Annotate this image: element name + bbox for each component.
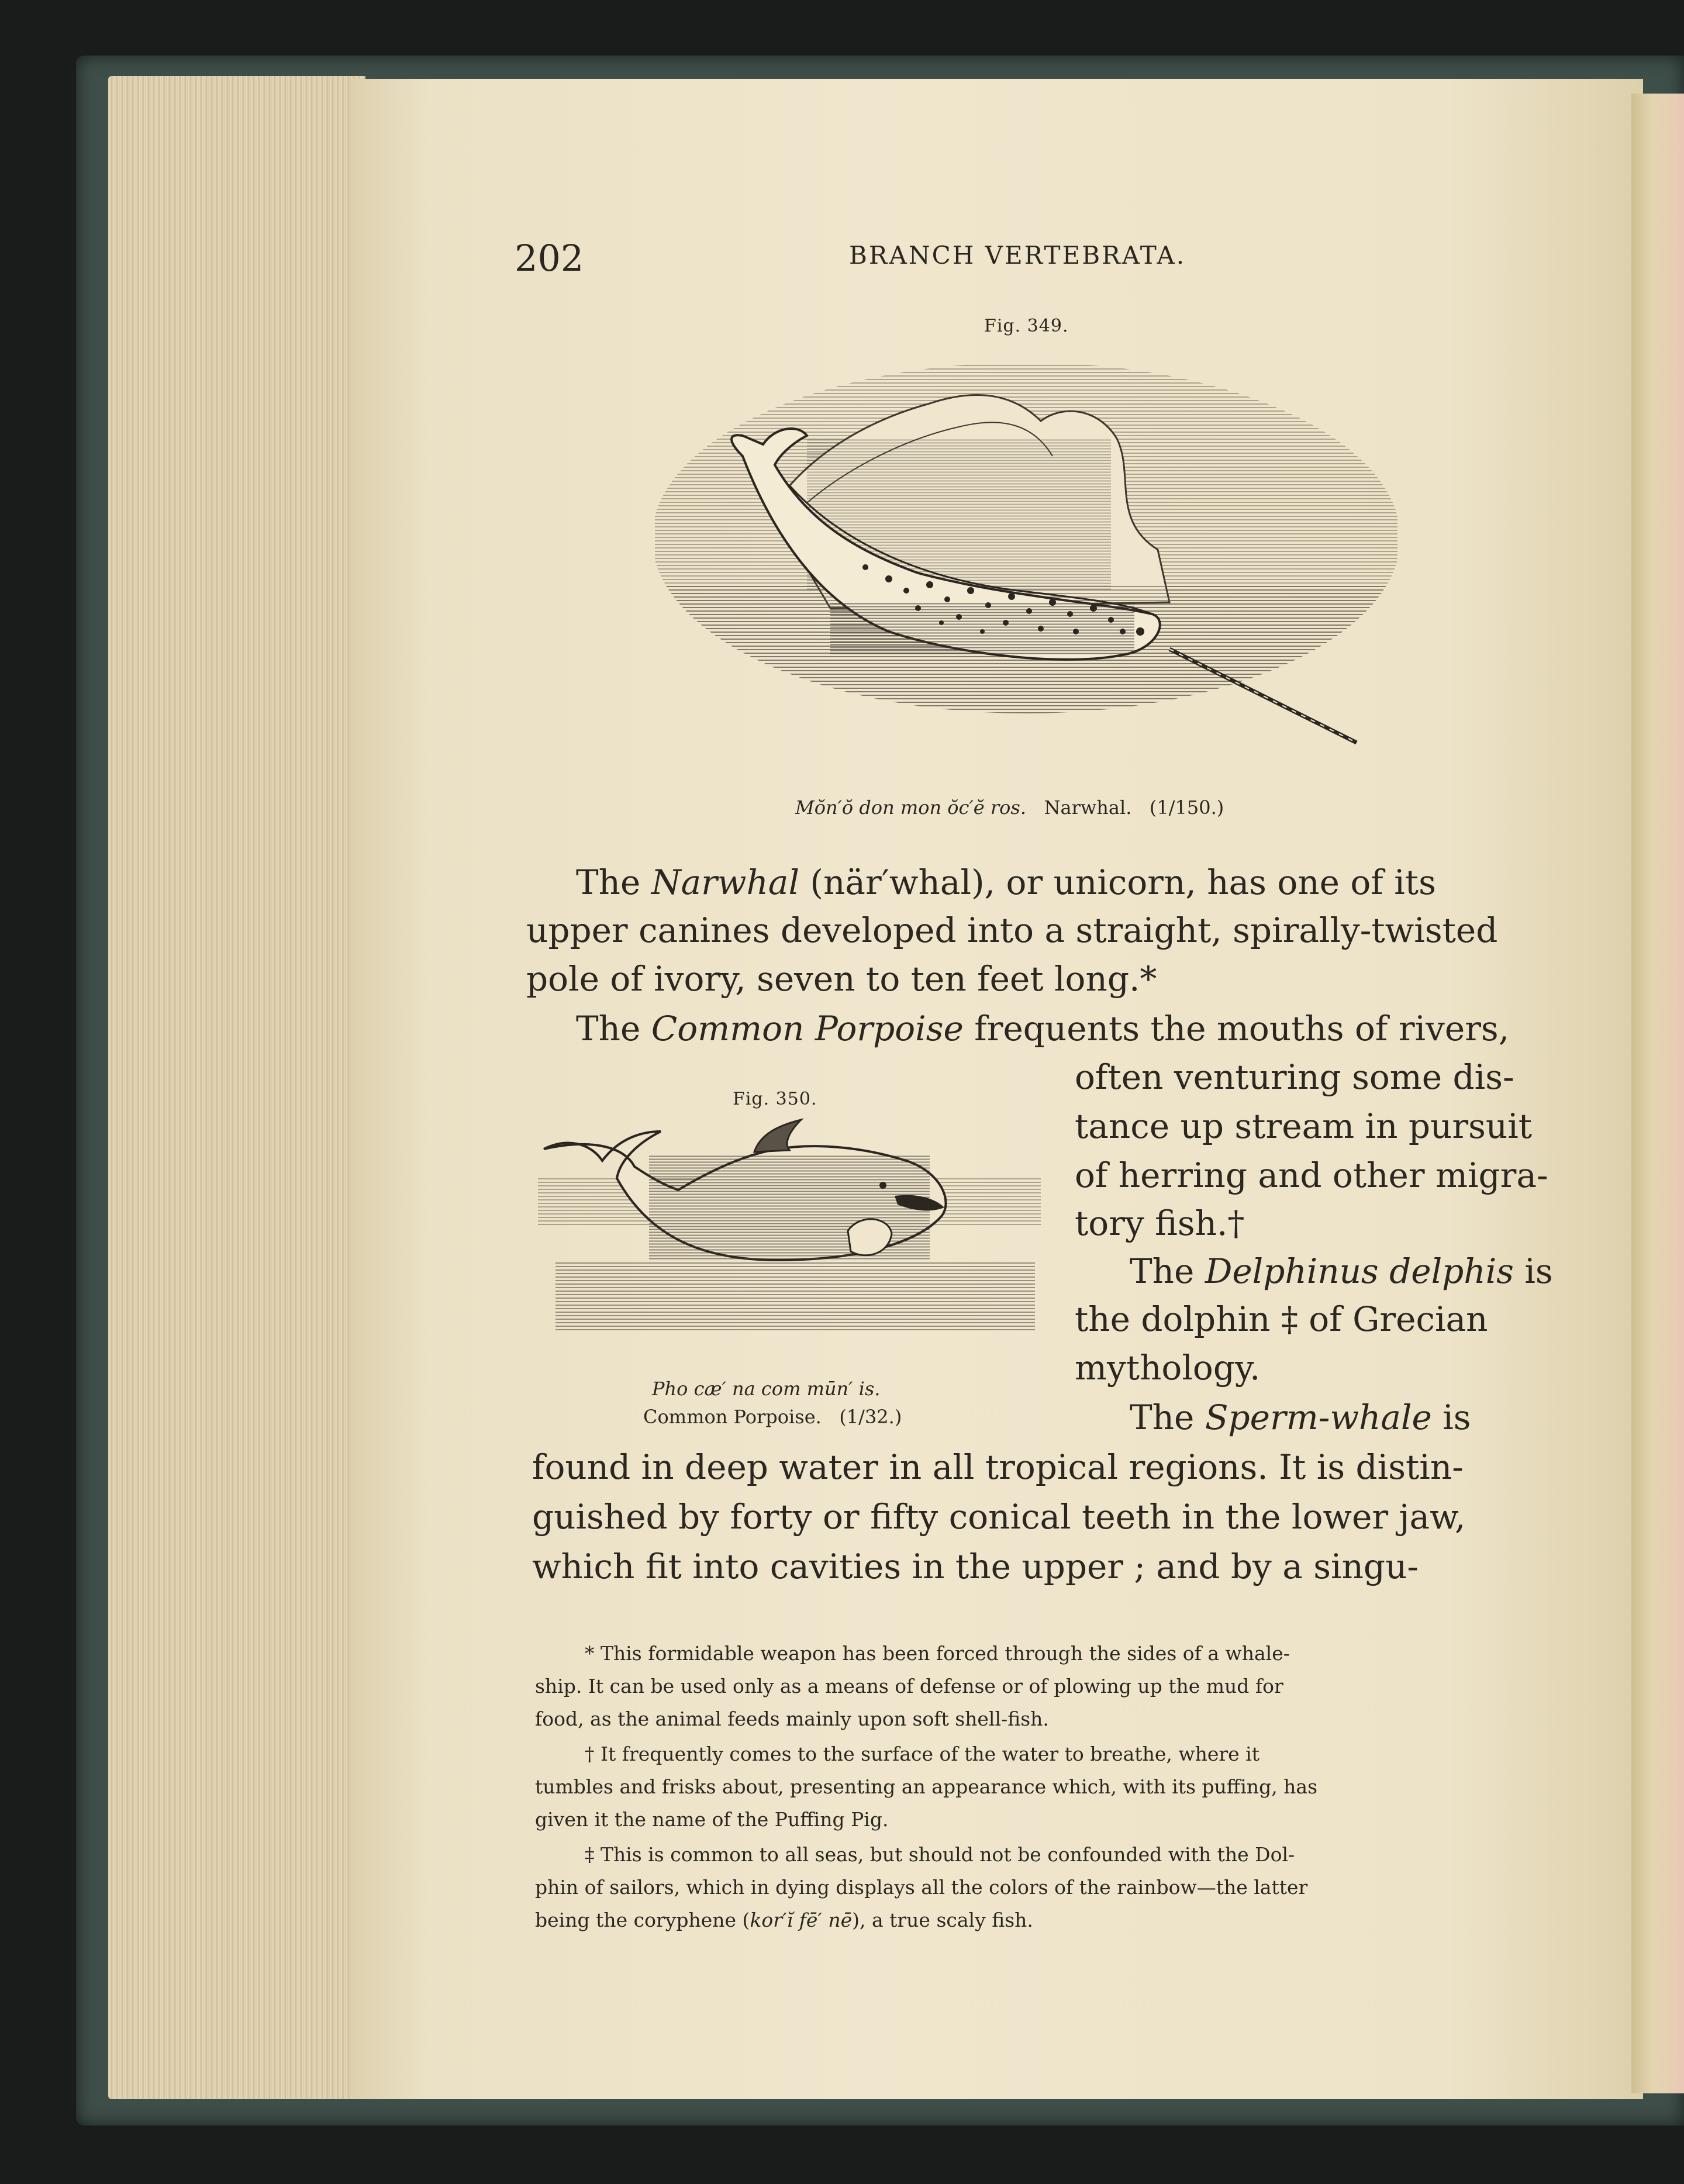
running-head: BRANCH VERTEBRATA. xyxy=(849,241,1186,270)
body-line-6: tance up stream in pursuit xyxy=(1075,1106,1533,1146)
fig-350-caption-latin: Pho cæ′ na com mūn′ is. xyxy=(652,1378,881,1400)
term-sperm-whale: Sperm-whale xyxy=(1205,1398,1432,1437)
body-line-14: guished by forty or fifty conical teeth in the lower jaw, xyxy=(532,1497,1466,1537)
facing-page-edge xyxy=(1631,94,1684,2093)
body-line-7: of herring and other migra- xyxy=(1075,1155,1548,1195)
text-run: ), a true scaly fish. xyxy=(852,1909,1033,1931)
text-run: is xyxy=(1431,1398,1471,1437)
footnote-2-line-2: tumbles and frisks about, presenting an appearance which, with its puffing, has xyxy=(535,1775,1318,1798)
body-line-15: which fit into cavities in the upper ; and by a singu- xyxy=(532,1547,1419,1586)
fig-349-label: Fig. 349. xyxy=(984,316,1069,336)
footnote-3-line-2: phin of sailors, which in dying displays all the colors of the rainbow—the latter xyxy=(535,1876,1308,1899)
term-narwhal: Narwhal xyxy=(651,862,799,902)
body-line-12 xyxy=(1130,1398,1471,1437)
body-line-5: often venturing some dis- xyxy=(1075,1057,1514,1097)
footnote-2-line-3: given it the name of the Puffing Pig. xyxy=(535,1808,889,1831)
body-line-9 xyxy=(1130,1251,1553,1291)
pronunciation-coryphene: kor′ĭ fē′ nē xyxy=(750,1909,853,1931)
text-run: The xyxy=(1130,1251,1205,1291)
text-run: The xyxy=(576,862,651,902)
fig-350-label: Fig. 350. xyxy=(733,1089,817,1109)
body-line-8: tory fish.† xyxy=(1075,1203,1245,1243)
narwhal-illustration xyxy=(655,357,1397,784)
body-line-4 xyxy=(576,1009,1509,1048)
text-run: is xyxy=(1513,1251,1553,1291)
fig-349-caption xyxy=(795,796,1224,819)
footnote-3-line-1: ‡ This is common to all seas, but should not be confounded with the Dol- xyxy=(585,1843,1295,1866)
fig-350-caption-scale: (1/32.) xyxy=(839,1406,902,1428)
footnote-1-line-3: food, as the animal feeds mainly upon soft shell-fish. xyxy=(535,1707,1049,1730)
body-line-11: mythology. xyxy=(1075,1348,1261,1388)
page-edges xyxy=(108,76,365,2099)
body-line-3: pole of ivory, seven to ten feet long.* xyxy=(526,959,1157,999)
footnote-3-line-3 xyxy=(535,1909,1033,1931)
body-line-13: found in deep water in all tropical regions. It is distin- xyxy=(532,1447,1464,1487)
porpoise-illustration xyxy=(532,1114,1047,1371)
text-run: being the coryphene ( xyxy=(535,1909,750,1931)
text-run: The xyxy=(1130,1398,1205,1437)
text-run: The xyxy=(576,1009,651,1048)
body-line-2: upper canines developed into a straight, spirally-twisted xyxy=(526,910,1498,950)
footnote-1-line-2: ship. It can be used only as a means of defense or of plowing up the mud for xyxy=(535,1675,1283,1697)
fig-350-caption-name: Common Porpoise. xyxy=(643,1406,822,1428)
body-line-10: the dolphin ‡ of Grecian xyxy=(1075,1299,1488,1339)
term-common-porpoise: Common Porpoise xyxy=(651,1009,964,1048)
text-run: (när′whal), or unicorn, has one of its xyxy=(799,862,1436,902)
fig-349-caption-scale: (1/150.) xyxy=(1149,796,1224,819)
footnote-1-line-1: * This formidable weapon has been forced through the sides of a whale- xyxy=(585,1642,1290,1665)
fig-350-caption xyxy=(643,1406,902,1428)
fig-349-caption-latin: Mŏn′ŏ don mon ŏc′ĕ ros. xyxy=(795,796,1026,819)
body-line-1 xyxy=(576,862,1436,902)
term-delphinus: Delphinus delphis xyxy=(1205,1251,1514,1291)
text-run: frequents the mouths of rivers, xyxy=(963,1009,1510,1048)
page-number: 202 xyxy=(515,237,584,280)
fig-349-caption-name: Narwhal. xyxy=(1044,796,1132,819)
footnote-2-line-1: † It frequently comes to the surface of the water to breathe, where it xyxy=(585,1743,1259,1765)
